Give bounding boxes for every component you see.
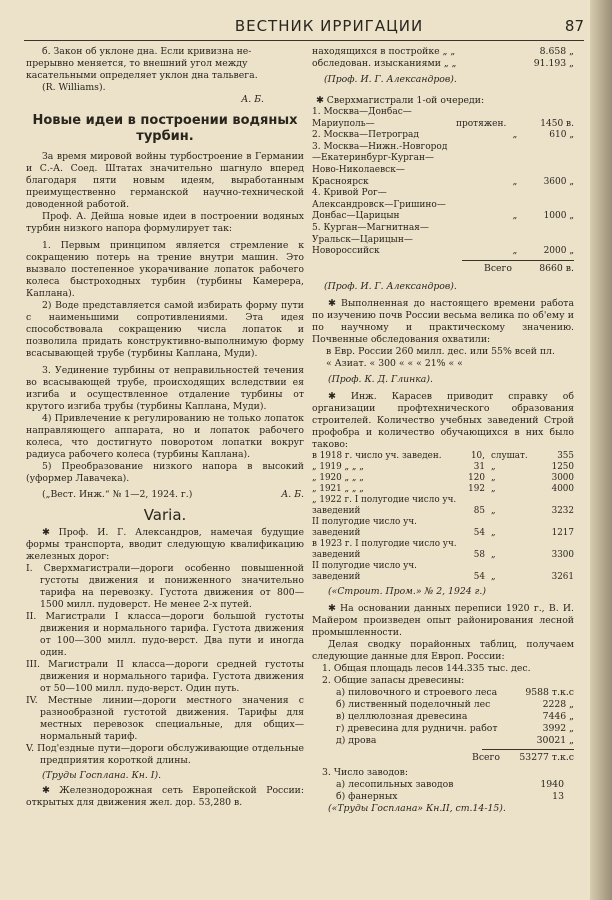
total-rule <box>462 260 574 261</box>
students-count: 3300 <box>551 549 574 560</box>
plant-item-value: 13 <box>552 790 564 802</box>
paragraph-5: 3. Уединение турбины от неправильностей течения во всасывающей трубе, происходящих вследствии ея изгиба и осуществленное отдаление турбины от крутого изгиба трубы (турбины Каплана, Муди). <box>26 365 304 412</box>
railway-class-item: V. Под'ездные пути—дороги обслуживающие отдельные предприятия короткой длины. <box>26 743 304 766</box>
intro-line-3: касательными определяет уклон дна тальвега. <box>26 70 258 81</box>
plant-item <box>336 791 564 803</box>
superhighway-length: 610 „ <box>549 130 574 141</box>
top-line-value: 91.193 „ <box>533 58 574 69</box>
students-label: слушат. <box>490 450 528 461</box>
plant-item-label: б) фанерных <box>336 790 398 802</box>
students-count: 3232 <box>551 505 574 516</box>
wood-item-value: 30021 „ <box>536 734 574 746</box>
plants-list <box>312 779 574 803</box>
schools-row <box>312 473 574 484</box>
wood-item-value: 2228 „ <box>542 698 574 710</box>
varia-heading: Varia. <box>143 506 187 524</box>
schools-row <box>312 451 574 462</box>
soil-source: (Проф. К. Д. Глинка). <box>328 373 433 385</box>
superhighway-name: 4. Кривой Рог—Александровск—Гришино—Донбас—Царицын <box>312 188 446 222</box>
students-count: 3000 <box>551 472 574 483</box>
railway-network-note: ✱ Железнодорожная сеть Европейской России: открытых для движения жел. дор. 53,280 в. <box>26 785 304 808</box>
school-year-label: „ 1922 г. I полугодие число уч. заведений <box>312 494 457 516</box>
wood-item-label: в) целлюлозная древесина <box>336 710 468 722</box>
superhighway-name: 1. Москва—Донбас—Мариуполь— <box>312 107 412 129</box>
plant-item-value: 1940 <box>540 778 564 790</box>
total-label: Всего <box>483 262 512 274</box>
paragraph-7: 5) Преобразование низкого напора в высокий (уформер Лавачека). <box>26 461 304 484</box>
wood-item-value: 3992 „ <box>542 722 574 734</box>
article-source-row <box>26 489 304 501</box>
wood-item-label: а) пиловочного и строевого леса <box>336 686 498 698</box>
intro-line-1: б. Закон об уклоне дна. Если кривизна не- <box>42 46 252 57</box>
school-count: 54 <box>473 527 485 538</box>
wood-item-value: 9588 т.к.с <box>525 686 574 698</box>
paragraph-1: За время мировой войны турбостроение в Германии и С.-А. Соед. Штатах значительно шагнуло вперед благодаря пяти новым идеям, выработанным преимущественно германской научно-технической доводенной работой. <box>26 151 304 210</box>
students-label: „ <box>490 472 496 483</box>
school-count: 85 <box>473 505 485 516</box>
wood-item-value: 7446 „ <box>542 710 574 722</box>
superhighways-source: (Проф. И. Г. Александров). <box>324 280 457 292</box>
railway-class-item: III. Магистрали II класса—дороги средней густоты движения и нормального тарифа. Густота движения от 50—100 милл. пудо-верст. Один путь. <box>26 659 304 694</box>
schools-row <box>312 561 574 583</box>
forest-stock-line: 2. Общие запасы древесины: <box>322 674 465 686</box>
superhighway-row <box>312 188 574 223</box>
soil-paragraph: ✱ Выполненная до настоящего времени работа по изучению почв России весьма велика по об'ему и по научному и практическому значению. Почвенные обследования охватили: <box>312 297 574 345</box>
superhighways-table <box>312 107 574 258</box>
final-source: («Труды Госплана» Кн.II, ст.14-15). <box>328 802 506 814</box>
karasev-paragraph: ✱ Инж. Карасев приводит справку об организации профтехнического образования строителей. Количество учебных заведений Строй профобра и количество обучающихся в них было таково: <box>312 390 574 450</box>
superhighway-length: 1450 в. <box>540 118 574 129</box>
students-label: „ <box>490 505 496 516</box>
varia-source: (Труды Госплана. Кн. I). <box>42 770 162 781</box>
superhighway-name: 5. Курган—Магнитная—Уральск—Царицын—Новороссийск <box>312 222 429 257</box>
wood-item <box>336 735 574 747</box>
paragraph-3: 1. Первым принципом является стремление к сокращению потерь на трение внутри машин. Это вызвало постепенное укорачивание лопаток рабочего колеса быстроходных турбин (турбины Камерера, Каплана). <box>26 240 304 299</box>
school-year-label: „ 1921 „ „ „ <box>312 483 364 494</box>
school-year-label: II полугодие число уч. заведений <box>312 516 417 538</box>
running-header <box>24 18 584 41</box>
students-count: 1217 <box>551 527 574 538</box>
railway-class-item: II. Магистрали I класса—дороги большой густоты движения и нормального тарифа. Густота движения от 100—300 милл. пудо-верст. Два пути и иногда один. <box>26 611 304 658</box>
soil-line-1: в Евр. России 260 милл. дес. или 55% всей пл. <box>326 345 555 357</box>
page-spine-shadow <box>590 0 612 900</box>
intro-source: (R. Williams). <box>42 82 106 93</box>
students-count: 355 <box>557 450 574 461</box>
school-count: 31 <box>473 461 485 472</box>
superhighway-note: протяжен. <box>456 118 507 129</box>
superhighway-note: „ <box>512 211 518 222</box>
superhighway-row <box>312 130 574 142</box>
varia-intro: ✱ Проф. И. Г. Александров, намечая будущие формы транспорта, вводит следующую квалификацию железных дорог: <box>26 527 304 562</box>
wood-stock-list <box>312 687 574 747</box>
superhighway-note: „ <box>512 130 518 141</box>
school-count: 192 <box>468 483 485 494</box>
school-count: 58 <box>473 549 485 560</box>
superhighway-row <box>312 142 574 188</box>
schools-row <box>312 462 574 473</box>
superhighways-total <box>312 263 574 275</box>
paragraph-6: 4) Привлечение к регулированию не только лопаток направляющего аппарата, но и лопаток рабочего колеса, что достигнуто поворотом лопатки вокруг радиуса рабочего колеса (турбины Каплана). <box>26 413 304 460</box>
school-count: 120 <box>468 472 485 483</box>
soil-line-2: « Азиат. « 300 « « « 21% « « <box>326 357 463 369</box>
wood-item <box>336 687 574 699</box>
top-line-text: находящихся в постройке „ „ <box>312 46 456 57</box>
article-title: Новые идеи в построении водяных турбин. <box>32 113 298 144</box>
wood-total <box>312 752 574 764</box>
students-count: 3261 <box>551 571 574 582</box>
railway-class-item: IV. Местные линии—дороги местного значения с разнообразной густотой движения. Тарифы для местных перевозок специальные, для общих—нормальный тариф. <box>26 695 304 742</box>
school-year-label: „ 1920 „ „ „ <box>312 472 364 483</box>
total-value: 8660 в. <box>539 262 574 274</box>
paragraph-2: Проф. А. Дейша новые идеи в построении водяных турбин низкого напора формулирует так: <box>26 211 304 234</box>
schools-row <box>312 495 574 517</box>
top-source: (Проф. И. Г. Александров). <box>324 74 457 85</box>
wood-total-rule <box>482 749 574 750</box>
superhighway-row <box>312 107 574 130</box>
paragraph-4: 2) Воде представляется самой избирать форму пути с наименьшими сопротивлениями. Эта идея способствовала сокращению числа лопаток и позволила придать конструктивно-выполнимую форму всасывающей трубе (турбины Каплана, Муди). <box>26 300 304 359</box>
school-count: 54 <box>473 571 485 582</box>
superhighway-row <box>312 223 574 258</box>
plant-item-label: а) лесопильных заводов <box>336 778 454 790</box>
superhighway-name: 2. Москва—Петроград <box>312 130 419 141</box>
students-label: „ <box>490 483 496 494</box>
top-line-text: обследован. изысканиями „ „ <box>312 58 457 69</box>
students-label: „ <box>490 527 496 538</box>
wood-item <box>336 723 574 735</box>
top-line-value: 8.658 „ <box>539 46 574 57</box>
superhighway-length: 1000 „ <box>543 211 574 222</box>
wood-item <box>336 711 574 723</box>
schools-source: («Строит. Пром.» № 2, 1924 г.) <box>328 585 486 597</box>
wood-total-value: 53277 т.к.с <box>519 751 574 763</box>
students-label: „ <box>490 571 496 582</box>
school-count: 10, <box>470 450 485 461</box>
students-label: „ <box>490 549 496 560</box>
top-line <box>312 58 574 70</box>
intro-signature: А. Б. <box>241 94 264 105</box>
school-year-label: в 1923 г. I полугодие число уч. заведений <box>312 538 457 560</box>
wood-item-label: д) дрова <box>336 734 377 746</box>
school-year-label: в 1918 г. число уч. заведен. <box>312 450 442 461</box>
article-source: („Вест. Инж.“ № 1—2, 1924. г.) <box>42 489 193 500</box>
superhighway-note: „ <box>512 246 518 257</box>
plant-item <box>336 779 564 791</box>
top-line <box>312 46 574 58</box>
intro-line-2: прерывно меняется, то внешний угол между <box>26 58 248 69</box>
right-column <box>312 46 574 894</box>
left-column <box>26 46 304 894</box>
article-signature: А. Б. <box>281 489 304 500</box>
superhighway-length: 2000 „ <box>543 246 574 257</box>
students-label: „ <box>490 461 496 472</box>
page-number: 87 <box>564 17 584 35</box>
schools-row <box>312 517 574 539</box>
superhighway-note: „ <box>512 176 518 187</box>
wood-total-label: Всего <box>471 751 500 763</box>
superhighway-name: 3. Москва—Нижн.-Новгород—Екатеринбург-Курган—Ново-Николаевск—Красноярск <box>312 141 448 187</box>
superhighways-intro: ✱ Сверхмагистрали 1-ой очереди: <box>316 95 485 106</box>
journal-title: ВЕСТНИК ИРРИГАЦИИ <box>234 17 424 35</box>
schools-row <box>312 484 574 495</box>
plants-intro: 3. Число заводов: <box>322 766 409 778</box>
students-count: 1250 <box>551 461 574 472</box>
wood-item <box>336 699 574 711</box>
railway-class-item: I. Сверхмагистрали—дороги особенно повышенной густоты движения и пониженного значительно тарифа на перевозку. Густота движения от 800—1500 милл. пудоверст. Не менее 2-х путей. <box>26 563 304 610</box>
forest-area-line: 1. Общая площадь лесов 144.335 тыс. дес. <box>322 662 531 674</box>
school-year-label: II полугодие число уч. заведений <box>312 560 417 582</box>
wood-item-label: б) лиственный поделочный лес <box>336 698 491 710</box>
schools-row <box>312 539 574 561</box>
wood-item-label: г) древесина для рудничн. работ <box>336 722 498 734</box>
forest-paragraph-2: Делая сводку порайонных таблиц, получаем следующие данные для Европ. России: <box>312 638 574 662</box>
students-count: 4000 <box>551 483 574 494</box>
forest-paragraph-1: ✱ На основании данных переписи 1920 г., В. И. Майером произведен опыт районирования лесной промышленности. <box>312 602 574 638</box>
superhighway-length: 3600 „ <box>543 176 574 187</box>
school-year-label: „ 1919 „ „ „ <box>312 461 364 472</box>
schools-table <box>312 451 574 583</box>
